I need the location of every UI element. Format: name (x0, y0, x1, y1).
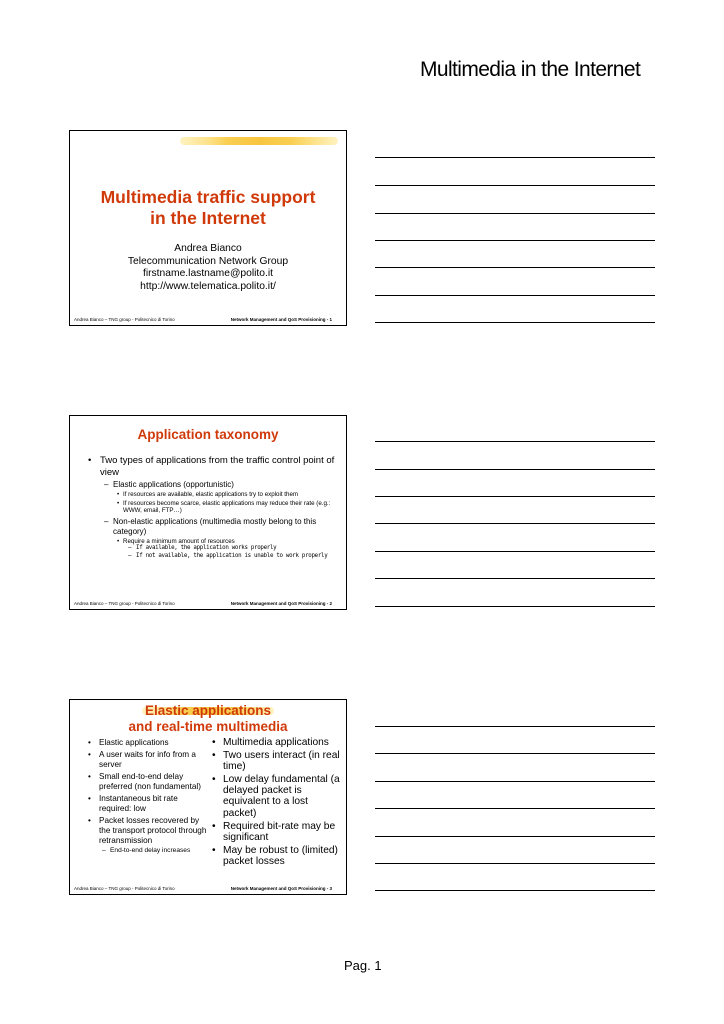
list-item (88, 553, 338, 560)
bullet-text: If available, the application works properly (136, 545, 277, 552)
list-item (88, 772, 210, 792)
notes-line (375, 213, 655, 214)
slide-footer-left: Andrea Bianco – TNG group - Politecnico di Torino (74, 886, 175, 891)
bullet-text: End-to-end delay increases (110, 847, 191, 854)
list-item (88, 738, 210, 748)
slide-1-author-block (70, 243, 346, 293)
slide-footer-right: Network Management and QoS Provisioning - 1 (230, 317, 332, 322)
list-item (88, 847, 210, 855)
list-item (88, 538, 338, 546)
slide-footer-right: Network Management and QoS Provisioning - 2 (230, 601, 332, 606)
slide-2 (69, 415, 347, 610)
list-item (88, 794, 210, 814)
bullet-text: Small end-to-end delay preferred (non fundamental) (99, 772, 201, 791)
list-item (88, 500, 338, 515)
bullet-dot: • (212, 773, 216, 785)
page-number: Pag. 1 (344, 958, 382, 973)
bullet-dot: • (88, 750, 91, 759)
bullet-text: Low delay fundamental (a delayed packet is equivalent to a lost packet) (223, 773, 340, 819)
bullet-text: Non-elastic applications (multimedia mostly belong to this category) (113, 516, 317, 536)
bullet-text: Two types of applications from the traffic control point of view (100, 455, 335, 478)
bullet-dot: • (88, 772, 91, 781)
notes-line (375, 863, 655, 864)
bullet-text: Elastic applications (99, 738, 169, 747)
bullet-dot: • (88, 816, 91, 825)
slide-1-title (70, 187, 346, 229)
notes-line (375, 322, 655, 323)
bullet-text: Instantaneous bit rate required: low (99, 794, 178, 813)
bullet-dot: • (117, 491, 120, 498)
bullet-dash: – (104, 516, 109, 526)
notes-line (375, 267, 655, 268)
notes-line (375, 836, 655, 837)
bullet-text: Two users interact (in real time) (223, 749, 340, 773)
notes-line (375, 469, 655, 470)
list-item (88, 545, 338, 552)
slide-3-title (70, 703, 346, 735)
notes-line (375, 295, 655, 296)
slide-accent-bar (180, 137, 338, 145)
slide-2-body (88, 452, 338, 560)
slide-3-title-line1: Elastic applications (144, 703, 272, 718)
list-item (88, 816, 210, 846)
notes-line (375, 578, 655, 579)
list-item (88, 491, 338, 499)
slide-footer-left: Andrea Bianco – TNG group - Politecnico di Torino (74, 317, 175, 322)
author-name: Andrea Bianco (174, 243, 242, 254)
notes-line (375, 496, 655, 497)
bullet-text: Require a minimum amount of resources (123, 537, 235, 545)
slide-2-title: Application taxonomy (137, 427, 279, 442)
list-item (212, 821, 342, 844)
notes-line (375, 781, 655, 782)
slide-footer-right: Network Management and QoS Provisioning - 3 (230, 886, 332, 891)
bullet-dot: • (88, 455, 92, 466)
notes-line (375, 808, 655, 809)
bullet-dash: – (102, 847, 106, 854)
bullet-text: Multimedia applications (223, 737, 329, 748)
bullet-dash: – (104, 480, 109, 489)
author-email: firstname.lastname@polito.it (142, 268, 274, 279)
list-item (88, 750, 210, 770)
slide-footer-left: Andrea Bianco – TNG group - Politecnico di Torino (74, 601, 175, 606)
slide-1-title-line1: Multimedia traffic support (100, 187, 316, 207)
bullet-text: Packet losses recovered by the transport protocol through retransmission (99, 816, 207, 845)
bullet-text: If not available, the application is unable to work properly (136, 552, 328, 559)
bullet-dot: • (212, 749, 216, 761)
slide-1-title-line2: in the Internet (150, 208, 266, 228)
author-url: http://www.telematica.polito.it/ (140, 280, 276, 292)
bullet-text: Required bit-rate may be significant (223, 820, 336, 843)
bullet-text: May be robust to (limited) packet losses (223, 844, 338, 867)
bullet-text: If resources become scarce, elastic applications may reduce their rate (e.g.: WWW, email, FTP…) (123, 499, 331, 515)
list-item (212, 737, 342, 748)
list-item (88, 480, 338, 490)
bullet-text: Elastic applications (opportunistic) (113, 480, 234, 489)
slide-3-left-column (88, 738, 210, 855)
bullet-dash: – (128, 545, 132, 552)
bullet-dot: • (212, 737, 216, 748)
bullet-text: A user waits for info from a server (99, 750, 196, 769)
notes-line (375, 606, 655, 607)
list-item (212, 774, 342, 819)
bullet-dot: • (117, 537, 120, 545)
bullet-text: If resources are available, elastic applications try to exploit them (123, 491, 299, 498)
slide-1 (69, 130, 347, 326)
list-item (88, 517, 338, 537)
list-item (212, 845, 342, 868)
notes-line (375, 726, 655, 727)
slide-3-right-column (212, 737, 342, 867)
bullet-dash: – (128, 552, 132, 559)
list-item (212, 750, 342, 773)
notes-line (375, 240, 655, 241)
bullet-dot: • (212, 844, 216, 856)
bullet-dot: • (88, 738, 91, 747)
page-header-title: Multimedia in the Internet (420, 58, 641, 81)
notes-line (375, 753, 655, 754)
notes-line (375, 890, 655, 891)
bullet-dot: • (117, 499, 120, 507)
notes-line (375, 523, 655, 524)
author-group: Telecommunication Network Group (127, 255, 289, 267)
bullet-dot: • (88, 794, 91, 803)
notes-line (375, 185, 655, 186)
bullet-dot: • (212, 820, 216, 832)
notes-line (375, 441, 655, 442)
notes-line (375, 551, 655, 552)
notes-line (375, 157, 655, 158)
slide-3-title-line2: and real-time multimedia (128, 719, 288, 734)
list-item (88, 455, 338, 478)
slide-3 (69, 699, 347, 895)
